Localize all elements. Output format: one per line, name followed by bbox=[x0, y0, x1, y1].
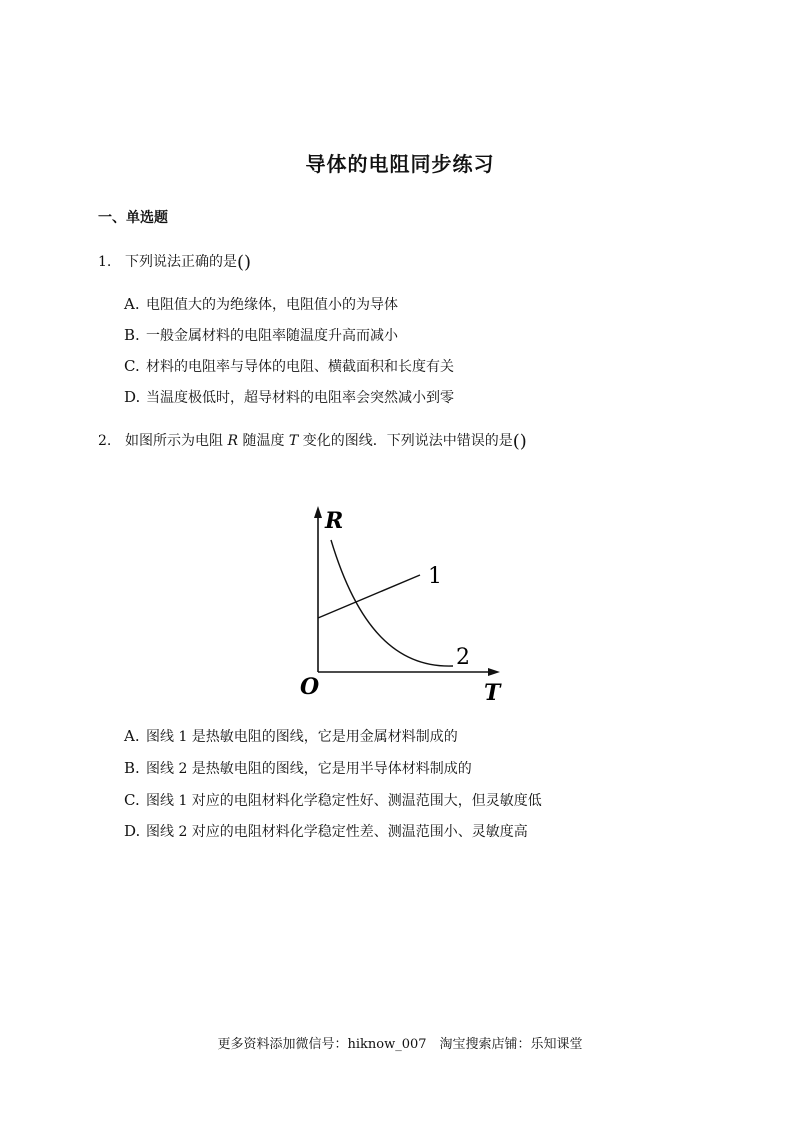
t-axis-arrow bbox=[488, 668, 500, 676]
t-axis-label: T bbox=[484, 680, 501, 706]
page-title: 导体的电阻同步练习 bbox=[305, 152, 495, 176]
option-text: 一般金属材料的电阻率随温度升高而减小 bbox=[146, 328, 398, 344]
question-text: 如图所示为电阻 bbox=[125, 433, 223, 449]
question-2-option-b bbox=[124, 758, 472, 778]
option-label: C. bbox=[124, 791, 140, 809]
origin-label: O bbox=[300, 674, 320, 700]
option-text: 电阻值大的为绝缘体，电阻值小的为导体 bbox=[146, 297, 398, 313]
variable-r: R bbox=[227, 433, 238, 449]
option-text: 图线 1 是热敏电阻的图线，它是用金属材料制成的 bbox=[146, 729, 458, 745]
line-1-label: 1 bbox=[428, 564, 442, 589]
line-2-label: 2 bbox=[456, 645, 470, 670]
question-1-option-b bbox=[124, 325, 398, 345]
option-text: 图线 1 对应的电阻材料化学稳定性好、测温范围大，但灵敏度低 bbox=[146, 793, 542, 809]
option-text: 图线 2 对应的电阻材料化学稳定性差、测温范围小、灵敏度高 bbox=[146, 824, 528, 840]
option-text: 当温度极低时，超导材料的电阻率会突然减小到零 bbox=[146, 390, 454, 406]
graph-line-1 bbox=[318, 575, 420, 618]
option-label: D. bbox=[124, 388, 141, 406]
question-1 bbox=[98, 251, 251, 271]
question-text: 下列说法正确的是 bbox=[125, 254, 237, 270]
question-2-option-d bbox=[124, 821, 528, 841]
question-number: 2. bbox=[98, 433, 112, 449]
question-2-option-c bbox=[124, 790, 542, 810]
section-heading: 一、单选题 bbox=[98, 210, 168, 226]
question-2-option-a bbox=[124, 726, 458, 746]
option-label: B. bbox=[124, 759, 140, 777]
answer-parenthesis: () bbox=[512, 431, 527, 452]
question-1-option-c bbox=[124, 356, 454, 376]
footer-note: 更多资料添加微信号：hiknow_007 淘宝搜索店铺：乐知课堂 bbox=[217, 1037, 583, 1052]
option-label: D. bbox=[124, 822, 141, 840]
question-1-option-d bbox=[124, 387, 454, 407]
r-t-graph bbox=[288, 500, 508, 710]
r-axis-label: R bbox=[325, 508, 344, 534]
option-label: A. bbox=[124, 727, 140, 745]
option-label: B. bbox=[124, 326, 140, 344]
answer-parenthesis: () bbox=[237, 252, 252, 273]
r-axis-arrow bbox=[314, 506, 322, 518]
graph-line-2 bbox=[331, 540, 453, 666]
resistance-temperature-figure bbox=[288, 500, 508, 710]
question-number: 1. bbox=[98, 254, 112, 270]
option-label: C. bbox=[124, 357, 140, 375]
variable-t: T bbox=[288, 433, 299, 449]
question-text: 随温度 bbox=[242, 433, 285, 449]
option-text: 材料的电阻率与导体的电阻、横截面积和长度有关 bbox=[146, 359, 454, 375]
question-2 bbox=[98, 430, 527, 450]
question-text: 变化的图线．下列说法中错误的是 bbox=[302, 433, 513, 449]
option-label: A. bbox=[124, 295, 140, 313]
question-1-option-a bbox=[124, 294, 398, 314]
option-text: 图线 2 是热敏电阻的图线，它是用半导体材料制成的 bbox=[146, 761, 472, 777]
